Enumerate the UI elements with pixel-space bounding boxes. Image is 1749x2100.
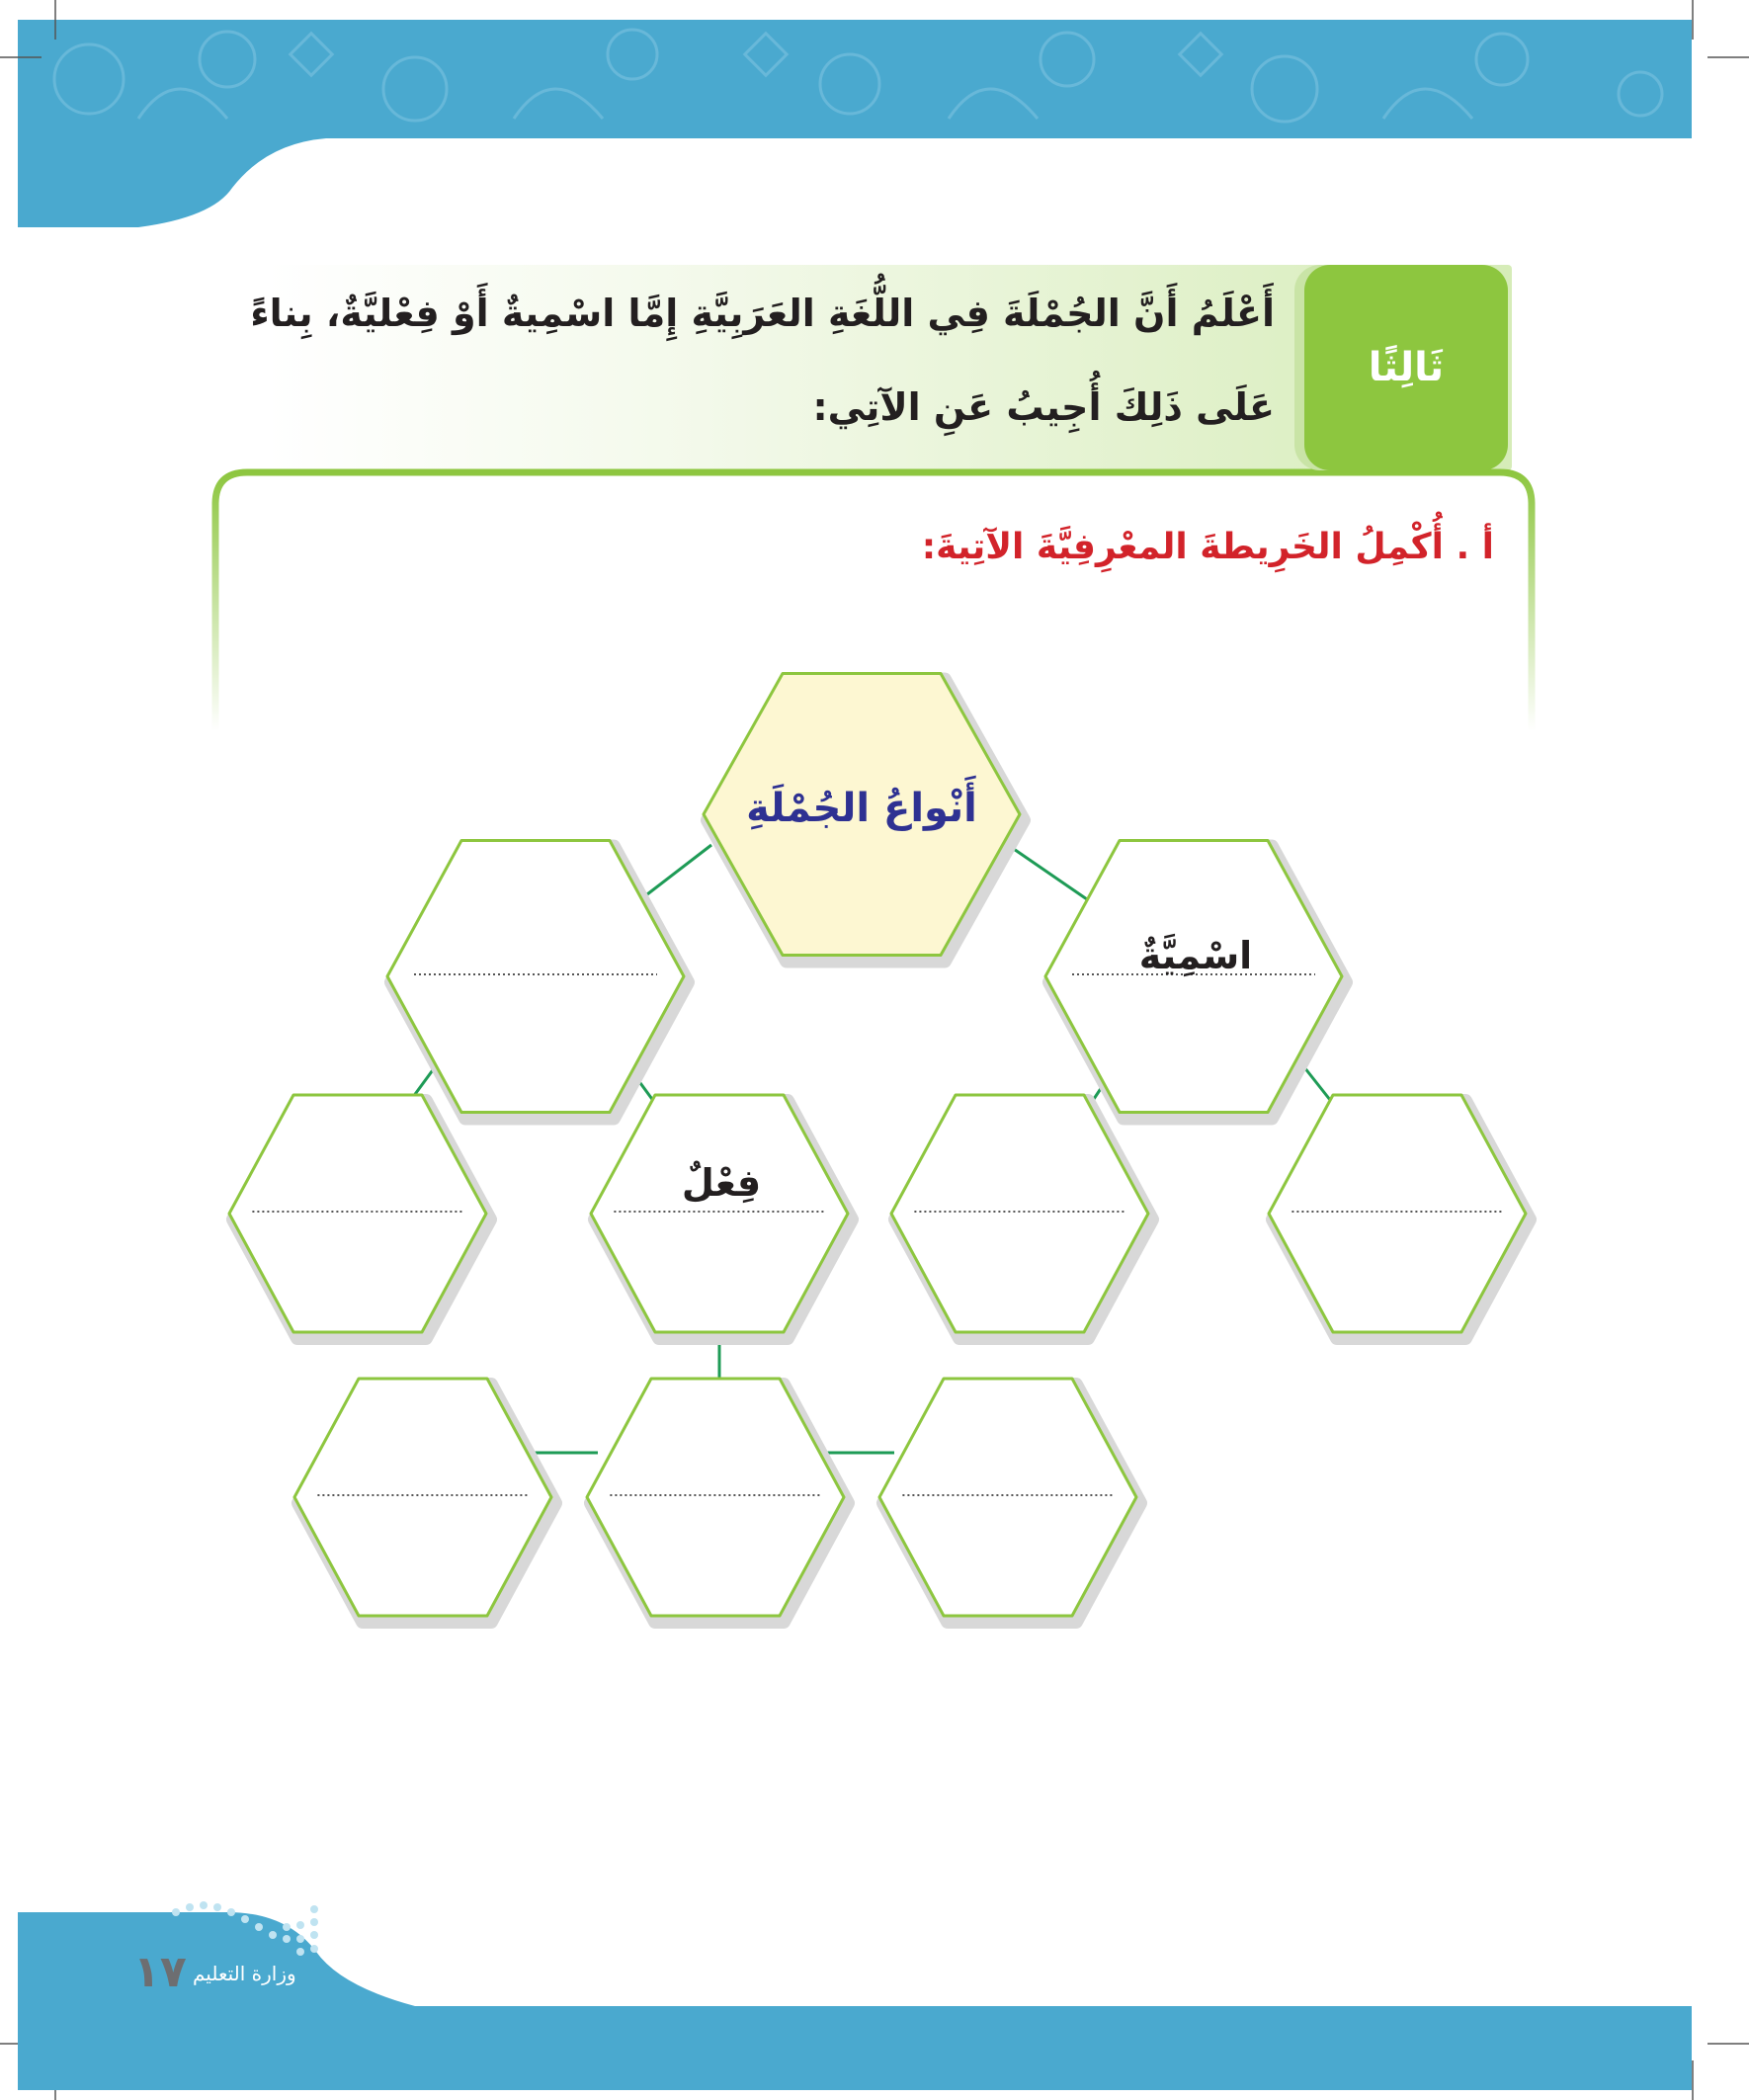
center-label: أَنْواعُ الجُمْلَةِ [746, 786, 977, 831]
intro-line-2: عَلَى ذَلِكَ أُجِيبُ عَنِ الآتِي: [812, 385, 1275, 429]
page-number: ١٧ [133, 1947, 187, 1997]
verb-label: فِعْلٌ [681, 1161, 762, 1205]
section-label: ثَالِثًا [1368, 345, 1445, 390]
nominal-label: اسْمِيَّةٌ [1138, 934, 1253, 977]
instruction: أ . أُكْمِلُ الخَرِيطةَ المعْرِفِيَّةَ الآتِيةَ: [921, 527, 1494, 567]
ministry-logo-text: وزارة التعليم [193, 1962, 296, 1985]
intro-line-1: أَعْلَمُ أَنَّ الجُمْلَةَ فِي اللُّغَةِ العَرَبِيَّةِ إِمَّا اسْمِيةٌ أَوْ فِعْليَّةٌ، بِناءً [250, 292, 1275, 335]
